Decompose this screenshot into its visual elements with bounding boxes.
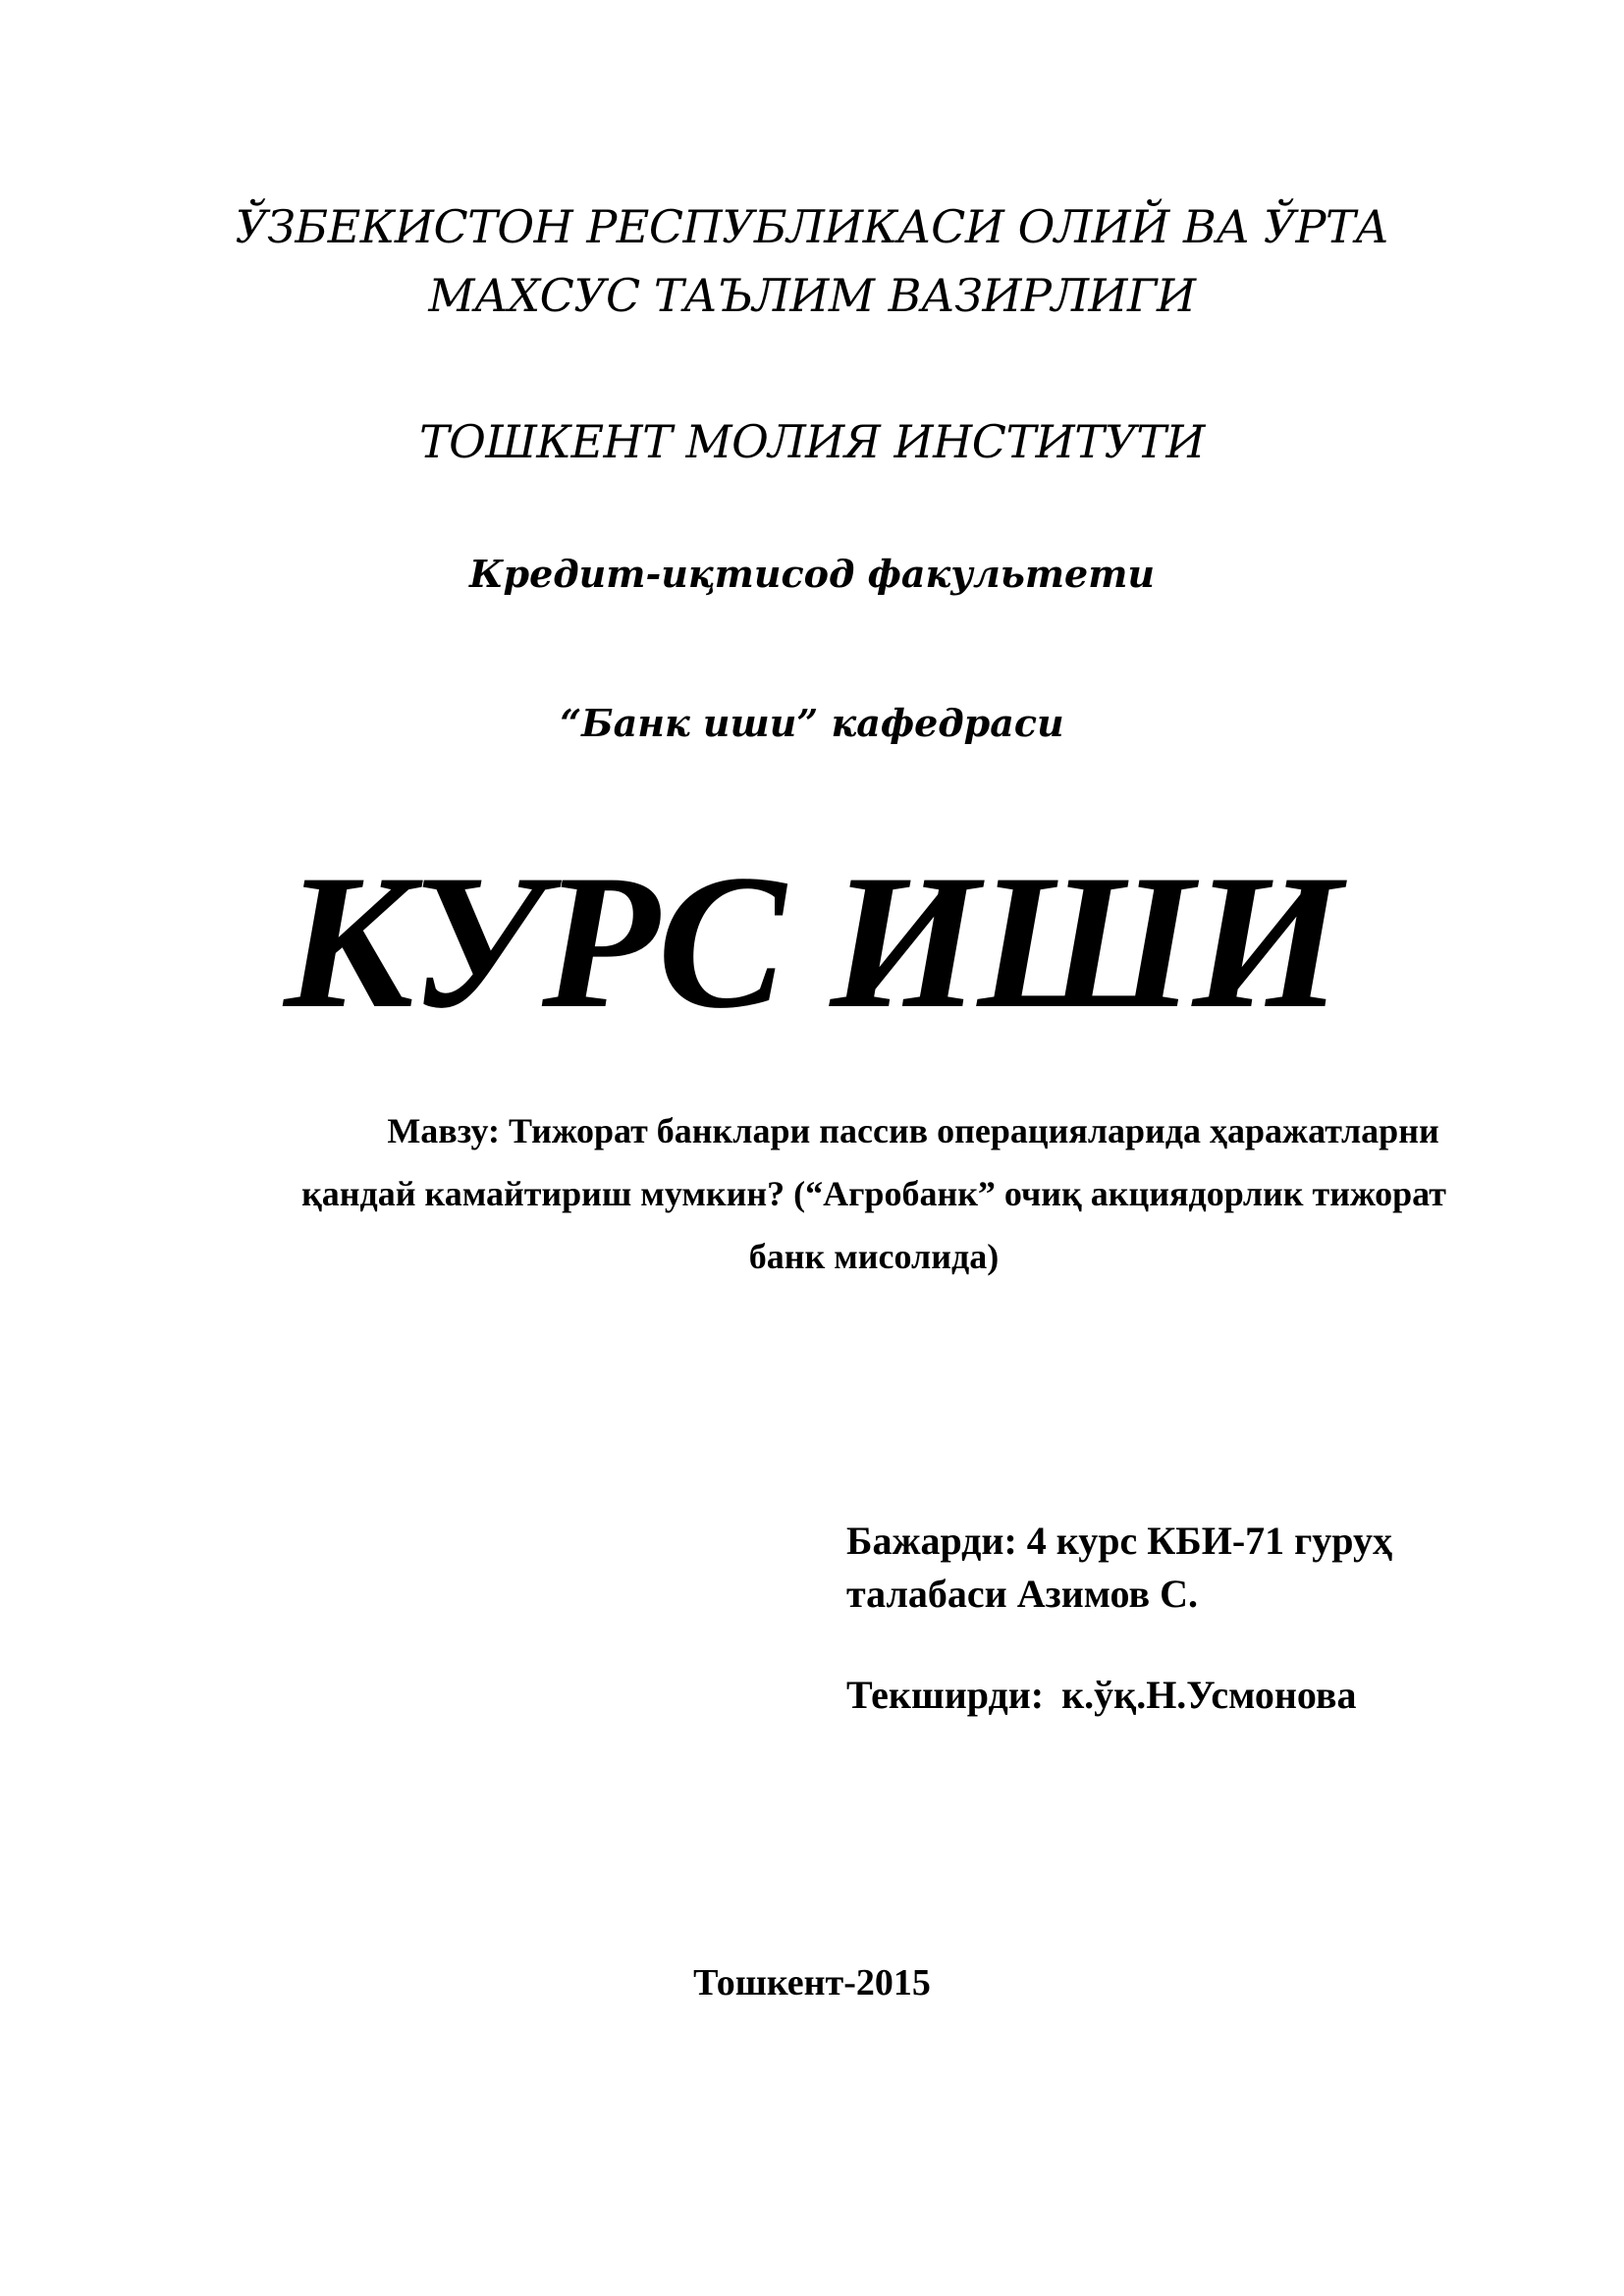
author-line-1: Бажарди: 4 курс КБИ-71 гуруҳ xyxy=(846,1519,1393,1563)
checker-name: к.ўқ.Н.Усмонова xyxy=(1061,1673,1357,1717)
topic-line-2: қандай камайтириш мумкин? (“Агробанк” очиқ акциядорлик тижорат xyxy=(301,1174,1446,1213)
ministry-line-1: ЎЗБЕКИСТОН РЕСПУБЛИКАСИ ОЛИЙ ВА ЎРТА xyxy=(235,200,1389,253)
checker-label: Текширди: xyxy=(846,1673,1045,1717)
document-title: КУРС ИШИ xyxy=(284,835,1340,1048)
city-year: Тошкент-2015 xyxy=(693,1962,931,2003)
institute-name: ТОШКЕНТ МОЛИЯ ИНСТИТУТИ xyxy=(418,415,1205,468)
ministry-heading xyxy=(0,192,1624,330)
checker-block xyxy=(846,1669,1356,1722)
author-block xyxy=(846,1515,1392,1621)
department-name: “Банк иши” кафедраси xyxy=(560,701,1064,745)
ministry-line-2: МАХСУС ТАЪЛИМ ВАЗИРЛИГИ xyxy=(428,269,1196,322)
author-line-2: талабаси Азимов С. xyxy=(846,1572,1198,1616)
faculty-name: Кредит-иқтисод факультети xyxy=(468,552,1156,596)
topic-block xyxy=(245,1099,1502,1288)
topic-line-1: Мавзу: Тижорат банклари пассив операцияларида ҳаражатларни xyxy=(387,1111,1439,1150)
topic-line-3: банк мисолида) xyxy=(748,1237,1000,1276)
